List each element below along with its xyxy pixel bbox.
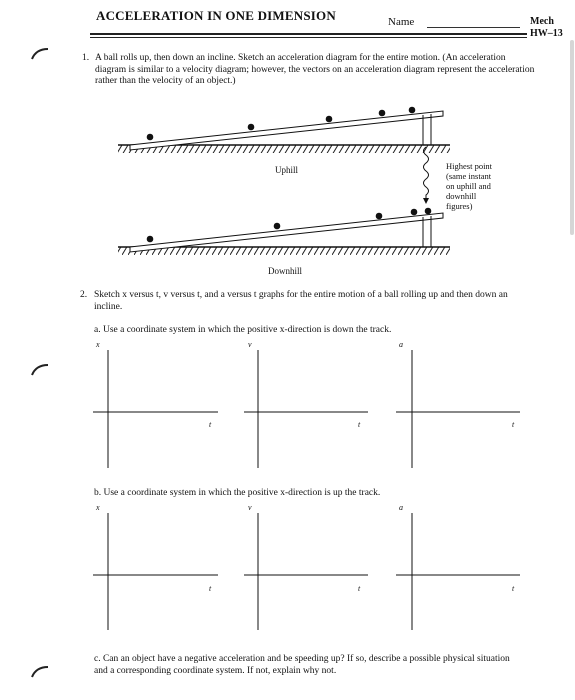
course-label: Mech <box>530 16 554 27</box>
x-axis-label: x <box>96 340 100 349</box>
x-axis-label: x <box>96 503 100 512</box>
question-2-text: Sketch x versus t, v versus t, and a versus t graphs for the entire motion of a ball rolling up and then down an incline. <box>94 290 508 312</box>
part-a-text: a. Use a coordinate system in which the positive x-direction is down the track. <box>94 325 392 335</box>
question-2-number: 2. <box>80 290 88 300</box>
t-axis-label: t <box>209 420 212 429</box>
downhill-label: Downhill <box>268 266 303 276</box>
homework-code: HW–13 <box>530 28 563 39</box>
worksheet-title: ACCELERATION IN ONE DIMENSION <box>96 8 336 23</box>
scrollbar[interactable] <box>570 40 574 235</box>
t-axis-label: t <box>358 584 361 593</box>
note-line: downhill <box>446 191 477 201</box>
a-axis-label: a <box>399 503 403 512</box>
part-b-text: b. Use a coordinate system in which the positive x-direction is up the track. <box>94 488 381 498</box>
v-axis-label: v <box>248 340 252 349</box>
note-line: on uphill and <box>446 181 491 191</box>
note-line: figures) <box>446 201 473 211</box>
t-axis-label: t <box>209 584 212 593</box>
question-1-text: A ball rolls up, then down an incline. Sketch an acceleration diagram for the entire motion. (An acceleration diagram is similar to a velocity diagram; however, the vectors on an acceleration diagram represent the acceleration rather than the velocity of an object.) <box>95 53 535 86</box>
note-line: Highest point <box>446 161 493 171</box>
t-axis-label: t <box>512 420 515 429</box>
a-axis-label: a <box>399 340 403 349</box>
note-line: (same instant <box>446 171 492 181</box>
t-axis-label: t <box>512 584 515 593</box>
v-axis-label: v <box>248 503 252 512</box>
t-axis-label: t <box>358 420 361 429</box>
question-1-number: 1. <box>82 53 90 63</box>
uphill-label: Uphill <box>275 165 299 175</box>
name-label: Name <box>388 16 415 28</box>
part-c-text: c. Can an object have a negative acceleration and be speeding up? If so, describe a possible physical situation and a corresponding coordinate system. If not, explain why not. <box>94 654 510 676</box>
